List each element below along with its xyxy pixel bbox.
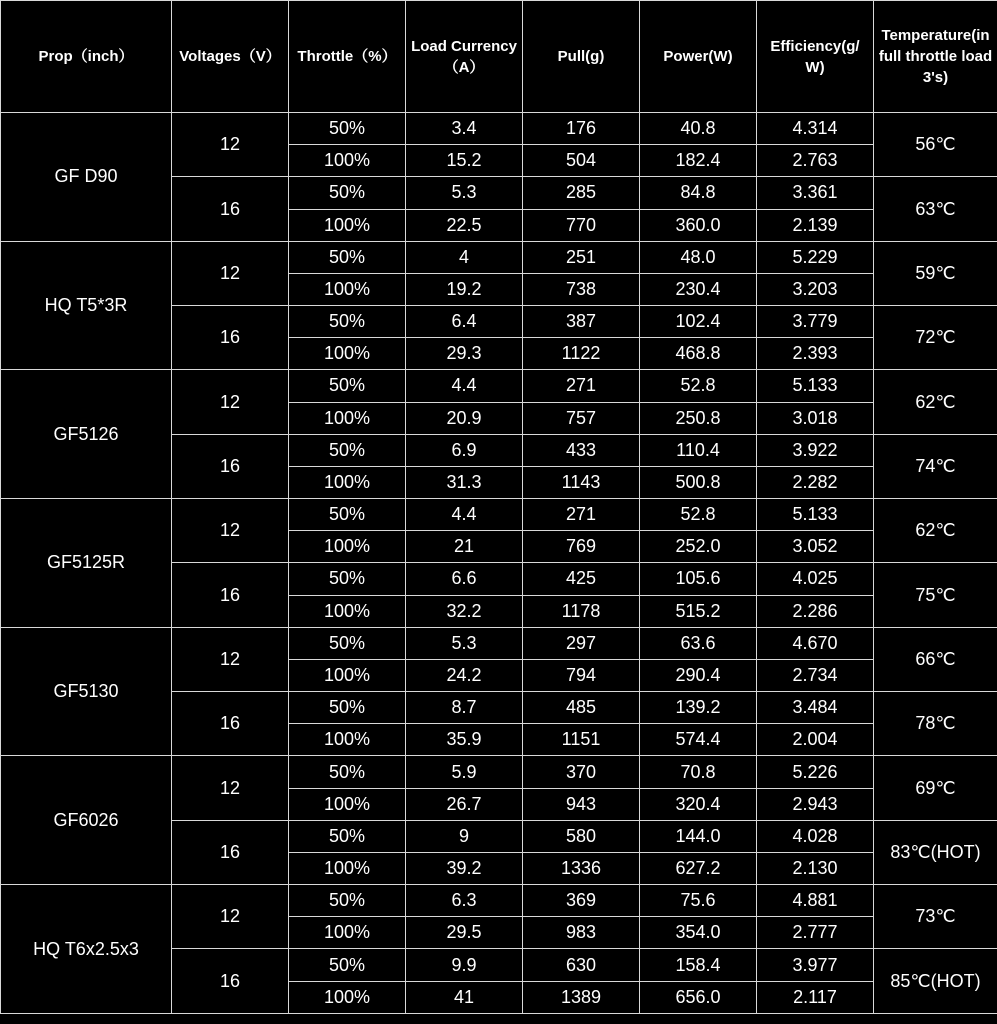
efficiency-cell: 3.361: [757, 177, 874, 209]
power-cell: 40.8: [640, 113, 757, 145]
current-cell: 22.5: [406, 209, 523, 241]
power-cell: 500.8: [640, 466, 757, 498]
power-cell: 144.0: [640, 820, 757, 852]
efficiency-cell: 2.763: [757, 145, 874, 177]
efficiency-cell: 3.779: [757, 306, 874, 338]
prop-name-cell: GF6026: [1, 756, 172, 885]
temperature-cell: 62℃: [874, 499, 997, 563]
table-header: [1, 1, 997, 113]
temperature-cell: 74℃: [874, 434, 997, 498]
current-cell: 6.6: [406, 563, 523, 595]
throttle-cell: 100%: [289, 466, 406, 498]
current-cell: 32.2: [406, 595, 523, 627]
voltage-cell: 12: [172, 885, 289, 949]
current-cell: 5.3: [406, 627, 523, 659]
power-cell: 139.2: [640, 692, 757, 724]
header-power: Power(W): [640, 1, 757, 113]
power-cell: 250.8: [640, 402, 757, 434]
power-cell: 52.8: [640, 370, 757, 402]
pull-cell: 271: [523, 370, 640, 402]
temperature-cell: 72℃: [874, 306, 997, 370]
throttle-cell: 100%: [289, 531, 406, 563]
header-throttle: Throttle（%）: [289, 1, 406, 113]
temperature-cell: 75℃: [874, 563, 997, 627]
power-cell: 52.8: [640, 499, 757, 531]
current-cell: 6.9: [406, 434, 523, 466]
throttle-cell: 100%: [289, 852, 406, 884]
throttle-cell: 50%: [289, 370, 406, 402]
voltage-cell: 16: [172, 306, 289, 370]
throttle-cell: 50%: [289, 756, 406, 788]
current-cell: 9: [406, 820, 523, 852]
current-cell: 9.9: [406, 949, 523, 981]
throttle-cell: 50%: [289, 113, 406, 145]
efficiency-cell: 4.025: [757, 563, 874, 595]
prop-name-cell: GF5125R: [1, 499, 172, 628]
voltage-cell: 12: [172, 241, 289, 305]
current-cell: 5.9: [406, 756, 523, 788]
current-cell: 8.7: [406, 692, 523, 724]
table-row: [1, 113, 997, 145]
efficiency-cell: 2.286: [757, 595, 874, 627]
efficiency-cell: 4.670: [757, 627, 874, 659]
current-cell: 26.7: [406, 788, 523, 820]
voltage-cell: 16: [172, 563, 289, 627]
efficiency-cell: 2.130: [757, 852, 874, 884]
throttle-cell: 50%: [289, 627, 406, 659]
efficiency-cell: 4.881: [757, 885, 874, 917]
efficiency-cell: 3.018: [757, 402, 874, 434]
pull-cell: 285: [523, 177, 640, 209]
temperature-cell: 83℃(HOT): [874, 820, 997, 884]
throttle-cell: 50%: [289, 820, 406, 852]
pull-cell: 425: [523, 563, 640, 595]
prop-name-cell: HQ T6x2.5x3: [1, 885, 172, 1014]
pull-cell: 1122: [523, 338, 640, 370]
table-row: [1, 756, 997, 788]
table-row: [1, 241, 997, 273]
throttle-cell: 100%: [289, 402, 406, 434]
voltage-cell: 16: [172, 949, 289, 1014]
prop-name-cell: GF D90: [1, 113, 172, 242]
current-cell: 20.9: [406, 402, 523, 434]
power-cell: 63.6: [640, 627, 757, 659]
power-cell: 70.8: [640, 756, 757, 788]
voltage-cell: 12: [172, 627, 289, 691]
efficiency-cell: 2.943: [757, 788, 874, 820]
temperature-cell: 85℃(HOT): [874, 949, 997, 1014]
current-cell: 19.2: [406, 273, 523, 305]
prop-name-cell: HQ T5*3R: [1, 241, 172, 370]
efficiency-cell: 3.922: [757, 434, 874, 466]
header-pull: Pull(g): [523, 1, 640, 113]
current-cell: 21: [406, 531, 523, 563]
power-cell: 105.6: [640, 563, 757, 595]
power-cell: 468.8: [640, 338, 757, 370]
efficiency-cell: 5.133: [757, 499, 874, 531]
current-cell: 3.4: [406, 113, 523, 145]
current-cell: 4: [406, 241, 523, 273]
table-body: [1, 113, 997, 1014]
pull-cell: 504: [523, 145, 640, 177]
current-cell: 29.3: [406, 338, 523, 370]
power-cell: 230.4: [640, 273, 757, 305]
efficiency-cell: 2.777: [757, 917, 874, 949]
power-cell: 102.4: [640, 306, 757, 338]
current-cell: 41: [406, 981, 523, 1013]
power-cell: 48.0: [640, 241, 757, 273]
power-cell: 320.4: [640, 788, 757, 820]
efficiency-cell: 3.203: [757, 273, 874, 305]
pull-cell: 1389: [523, 981, 640, 1013]
current-cell: 6.4: [406, 306, 523, 338]
throttle-cell: 50%: [289, 434, 406, 466]
temperature-cell: 69℃: [874, 756, 997, 820]
efficiency-cell: 5.133: [757, 370, 874, 402]
table-row: [1, 370, 997, 402]
header-prop: Prop（inch）: [1, 1, 172, 113]
throttle-cell: 100%: [289, 338, 406, 370]
pull-cell: 251: [523, 241, 640, 273]
temperature-cell: 66℃: [874, 627, 997, 691]
pull-cell: 1143: [523, 466, 640, 498]
power-cell: 627.2: [640, 852, 757, 884]
pull-cell: 485: [523, 692, 640, 724]
efficiency-cell: 2.139: [757, 209, 874, 241]
throttle-cell: 100%: [289, 981, 406, 1013]
throttle-cell: 50%: [289, 177, 406, 209]
header-load-current: Load Currency（A）: [406, 1, 523, 113]
pull-cell: 271: [523, 499, 640, 531]
pull-cell: 387: [523, 306, 640, 338]
current-cell: 29.5: [406, 917, 523, 949]
power-cell: 656.0: [640, 981, 757, 1013]
prop-name-cell: GF5126: [1, 370, 172, 499]
pull-cell: 580: [523, 820, 640, 852]
efficiency-cell: 2.282: [757, 466, 874, 498]
efficiency-cell: 3.484: [757, 692, 874, 724]
pull-cell: 1336: [523, 852, 640, 884]
power-cell: 182.4: [640, 145, 757, 177]
power-cell: 110.4: [640, 434, 757, 466]
table-row: [1, 885, 997, 917]
temperature-cell: 59℃: [874, 241, 997, 305]
efficiency-cell: 2.117: [757, 981, 874, 1013]
current-cell: 31.3: [406, 466, 523, 498]
power-cell: 252.0: [640, 531, 757, 563]
efficiency-cell: 5.229: [757, 241, 874, 273]
current-cell: 4.4: [406, 370, 523, 402]
efficiency-cell: 2.734: [757, 659, 874, 691]
pull-cell: 757: [523, 402, 640, 434]
voltage-cell: 12: [172, 113, 289, 177]
throttle-cell: 100%: [289, 659, 406, 691]
efficiency-cell: 5.226: [757, 756, 874, 788]
voltage-cell: 12: [172, 499, 289, 563]
throttle-cell: 50%: [289, 306, 406, 338]
efficiency-cell: 4.028: [757, 820, 874, 852]
power-cell: 75.6: [640, 885, 757, 917]
throttle-cell: 50%: [289, 949, 406, 981]
pull-cell: 369: [523, 885, 640, 917]
throttle-cell: 50%: [289, 499, 406, 531]
voltage-cell: 12: [172, 756, 289, 820]
throttle-cell: 100%: [289, 273, 406, 305]
pull-cell: 370: [523, 756, 640, 788]
voltage-cell: 16: [172, 177, 289, 241]
efficiency-cell: 3.052: [757, 531, 874, 563]
pull-cell: 1178: [523, 595, 640, 627]
temperature-cell: 73℃: [874, 885, 997, 949]
power-cell: 290.4: [640, 659, 757, 691]
pull-cell: 738: [523, 273, 640, 305]
efficiency-cell: 2.004: [757, 724, 874, 756]
power-cell: 360.0: [640, 209, 757, 241]
pull-cell: 297: [523, 627, 640, 659]
power-cell: 354.0: [640, 917, 757, 949]
header-efficiency: Efficiency(g/W): [757, 1, 874, 113]
pull-cell: 1151: [523, 724, 640, 756]
throttle-cell: 100%: [289, 595, 406, 627]
throttle-cell: 50%: [289, 241, 406, 273]
pull-cell: 433: [523, 434, 640, 466]
current-cell: 35.9: [406, 724, 523, 756]
pull-cell: 630: [523, 949, 640, 981]
prop-name-cell: GF5130: [1, 627, 172, 756]
pull-cell: 770: [523, 209, 640, 241]
temperature-cell: 62℃: [874, 370, 997, 434]
pull-cell: 983: [523, 917, 640, 949]
throttle-cell: 100%: [289, 917, 406, 949]
power-cell: 158.4: [640, 949, 757, 981]
temperature-cell: 78℃: [874, 692, 997, 756]
pull-cell: 943: [523, 788, 640, 820]
voltage-cell: 16: [172, 434, 289, 498]
voltage-cell: 16: [172, 692, 289, 756]
temperature-cell: 56℃: [874, 113, 997, 177]
efficiency-cell: 3.977: [757, 949, 874, 981]
table-row: [1, 499, 997, 531]
throttle-cell: 50%: [289, 885, 406, 917]
throttle-cell: 100%: [289, 724, 406, 756]
throttle-cell: 50%: [289, 563, 406, 595]
pull-cell: 176: [523, 113, 640, 145]
power-cell: 515.2: [640, 595, 757, 627]
header-row: [1, 1, 997, 113]
current-cell: 24.2: [406, 659, 523, 691]
current-cell: 6.3: [406, 885, 523, 917]
voltage-cell: 16: [172, 820, 289, 884]
efficiency-cell: 4.314: [757, 113, 874, 145]
voltage-cell: 12: [172, 370, 289, 434]
pull-cell: 794: [523, 659, 640, 691]
current-cell: 4.4: [406, 499, 523, 531]
throttle-cell: 100%: [289, 209, 406, 241]
pull-cell: 769: [523, 531, 640, 563]
header-voltages: Voltages（V）: [172, 1, 289, 113]
temperature-cell: 63℃: [874, 177, 997, 241]
throttle-cell: 50%: [289, 692, 406, 724]
header-temperature: Temperature(in full throttle load 3's): [874, 1, 997, 113]
efficiency-cell: 2.393: [757, 338, 874, 370]
throttle-cell: 100%: [289, 145, 406, 177]
throttle-cell: 100%: [289, 788, 406, 820]
table-row: [1, 627, 997, 659]
current-cell: 39.2: [406, 852, 523, 884]
power-cell: 574.4: [640, 724, 757, 756]
power-cell: 84.8: [640, 177, 757, 209]
current-cell: 5.3: [406, 177, 523, 209]
current-cell: 15.2: [406, 145, 523, 177]
